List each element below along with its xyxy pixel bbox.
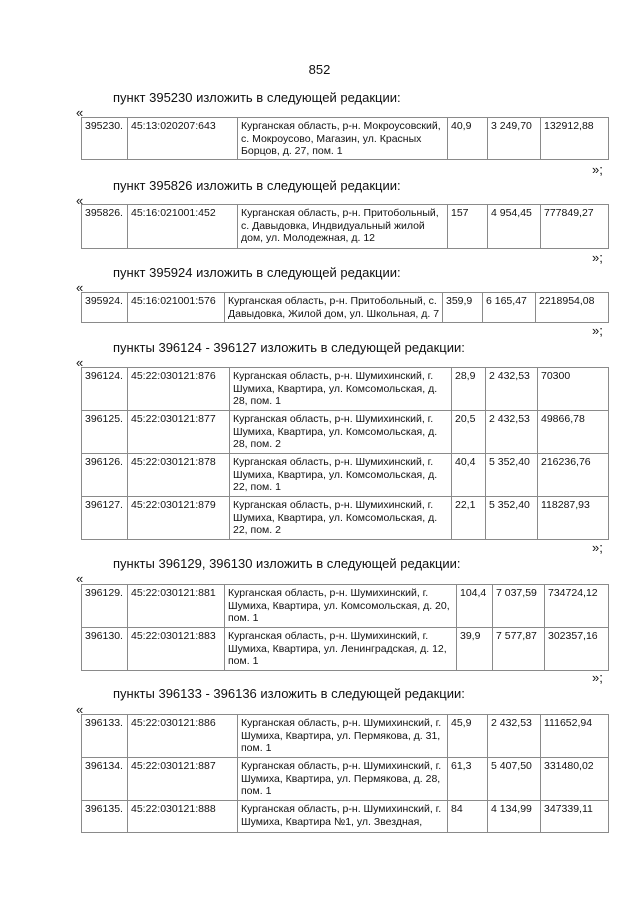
amendment-intro: пункт 395826 изложить в следующей редакции: (113, 178, 401, 193)
row-number: 396130. (82, 628, 128, 671)
area: 28,9 (452, 368, 486, 411)
amendment-intro: пункты 396129, 396130 изложить в следующей редакции: (113, 556, 461, 571)
close-quote: »; (592, 250, 603, 265)
table-row (82, 411, 609, 454)
area: 40,4 (452, 454, 486, 497)
row-number: 396124. (82, 368, 128, 411)
address: Курганская область, р-н. Шумихинский, г. Шумиха, Квартира, ул. Комсомольская, д. 28, пом. 2 (230, 411, 452, 454)
cadastral-number: 45:22:030121:877 (128, 411, 230, 454)
area: 22,1 (452, 497, 486, 540)
area: 45,9 (448, 715, 488, 758)
value: 347339,11 (541, 801, 609, 833)
value: 132912,88 (541, 118, 609, 160)
close-quote: »; (592, 162, 603, 177)
address: Курганская область, р-н. Шумихинский, г. Шумиха, Квартира, ул. Комсомольская, д. 20, пом. 1 (225, 585, 457, 628)
value: 734724,12 (545, 585, 609, 628)
area: 20,5 (452, 411, 486, 454)
rate: 5 352,40 (486, 497, 538, 540)
row-number: 396135. (82, 801, 128, 833)
value: 70300 (538, 368, 609, 411)
row-number: 395230. (82, 118, 128, 160)
amendment-intro: пункт 395924 изложить в следующей редакции: (113, 265, 401, 280)
row-number: 396127. (82, 497, 128, 540)
rate: 6 165,47 (483, 293, 536, 323)
value: 2218954,08 (536, 293, 609, 323)
cadastral-number: 45:22:030121:888 (128, 801, 238, 833)
table-row (82, 368, 609, 411)
close-quote: »; (592, 670, 603, 685)
cadastral-number: 45:13:020207:643 (128, 118, 238, 160)
area: 40,9 (448, 118, 488, 160)
table-row (82, 758, 609, 801)
amendment-table (81, 367, 609, 540)
close-quote: »; (592, 540, 603, 555)
amendment-table (81, 714, 609, 833)
address: Курганская область, р-н. Шумихинский, г. Шумиха, Квартира, ул. Комсомольская, д. 22, пом. 1 (230, 454, 452, 497)
open-quote: « (76, 105, 84, 120)
amendment-table (81, 117, 609, 160)
cadastral-number: 45:22:030121:881 (128, 585, 225, 628)
rate: 4 954,45 (488, 205, 541, 249)
rate: 2 432,53 (486, 368, 538, 411)
value: 331480,02 (541, 758, 609, 801)
table-row (82, 715, 609, 758)
row-number: 396125. (82, 411, 128, 454)
row-number: 396133. (82, 715, 128, 758)
row-number: 395826. (82, 205, 128, 249)
area: 39,9 (457, 628, 493, 671)
row-number: 395924. (82, 293, 128, 323)
address: Курганская область, р-н. Шумихинский, г. Шумиха, Квартира, ул. Комсомольская, д. 22, пом. 2 (230, 497, 452, 540)
area: 157 (448, 205, 488, 249)
amendment-table (81, 204, 609, 249)
amendment-table (81, 584, 609, 671)
table-row (82, 454, 609, 497)
value: 118287,93 (538, 497, 609, 540)
rate: 7 577,87 (493, 628, 545, 671)
rate: 5 352,40 (486, 454, 538, 497)
open-quote: « (76, 193, 84, 208)
value: 111652,94 (541, 715, 609, 758)
cadastral-number: 45:16:021001:452 (128, 205, 238, 249)
value: 49866,78 (538, 411, 609, 454)
address: Курганская область, р-н. Шумихинский, г. Шумиха, Квартира №1, ул. Звездная, (238, 801, 448, 833)
rate: 3 249,70 (488, 118, 541, 160)
rate: 2 432,53 (488, 715, 541, 758)
value: 302357,16 (545, 628, 609, 671)
amendment-intro: пункты 396124 - 396127 изложить в следующей редакции: (113, 340, 465, 355)
rate: 5 407,50 (488, 758, 541, 801)
open-quote: « (76, 280, 84, 295)
cadastral-number: 45:22:030121:886 (128, 715, 238, 758)
area: 359,9 (443, 293, 483, 323)
open-quote: « (76, 355, 84, 370)
area: 61,3 (448, 758, 488, 801)
cadastral-number: 45:22:030121:878 (128, 454, 230, 497)
table-row (82, 628, 609, 671)
cadastral-number: 45:22:030121:879 (128, 497, 230, 540)
table-row (82, 205, 609, 249)
row-number: 396134. (82, 758, 128, 801)
page-number: 852 (308, 62, 331, 77)
amendment-intro: пункт 395230 изложить в следующей редакции: (113, 90, 401, 105)
open-quote: « (76, 702, 84, 717)
value: 777849,27 (541, 205, 609, 249)
table-row (82, 118, 609, 160)
rate: 2 432,53 (486, 411, 538, 454)
cadastral-number: 45:22:030121:876 (128, 368, 230, 411)
cadastral-number: 45:22:030121:887 (128, 758, 238, 801)
table-row (82, 497, 609, 540)
close-quote: »; (592, 323, 603, 338)
open-quote: « (76, 571, 84, 586)
amendment-table (81, 292, 609, 323)
address: Курганская область, р-н. Шумихинский, г. Шумиха, Квартира, ул. Ленинградская, д. 12, пом. 1 (225, 628, 457, 671)
rate: 7 037,59 (493, 585, 545, 628)
address: Курганская область, р-н. Шумихинский, г. Шумиха, Квартира, ул. Комсомольская, д. 28, пом. 1 (230, 368, 452, 411)
table-row (82, 585, 609, 628)
table-row (82, 293, 609, 323)
amendment-intro: пункты 396133 - 396136 изложить в следующей редакции: (113, 686, 465, 701)
area: 104,4 (457, 585, 493, 628)
rate: 4 134,99 (488, 801, 541, 833)
cadastral-number: 45:16:021001:576 (128, 293, 225, 323)
area: 84 (448, 801, 488, 833)
row-number: 396129. (82, 585, 128, 628)
row-number: 396126. (82, 454, 128, 497)
address: Курганская область, р-н. Шумихинский, г. Шумиха, Квартира, ул. Пермякова, д. 28, пом. 1 (238, 758, 448, 801)
value: 216236,76 (538, 454, 609, 497)
address: Курганская область, р-н. Притобольный, с. Давыдовка, Индвидуальный жилой дом, ул. Молодежная, д. 12 (238, 205, 448, 249)
address: Курганская область, р-н. Шумихинский, г. Шумиха, Квартира, ул. Пермякова, д. 31, пом. 1 (238, 715, 448, 758)
address: Курганская область, р-н. Притобольный, с. Давыдовка, Жилой дом, ул. Школьная, д. 7 (225, 293, 443, 323)
table-row (82, 801, 609, 833)
cadastral-number: 45:22:030121:883 (128, 628, 225, 671)
address: Курганская область, р-н. Мокроусовский, с. Мокроусово, Магазин, ул. Красных Борцов, д. 27, пом. 1 (238, 118, 448, 160)
